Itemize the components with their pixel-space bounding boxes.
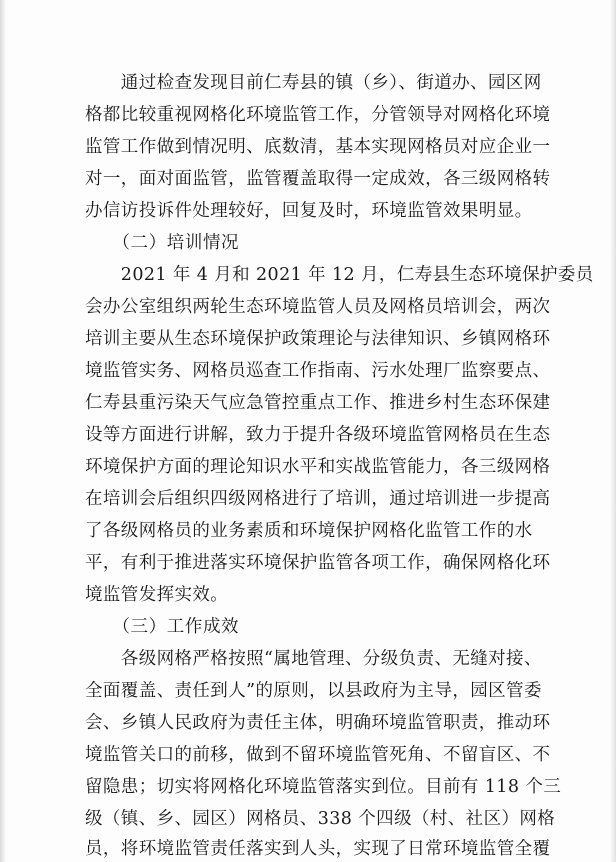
text-line: 监管工作做到情况明、底数清，基本实现网格员对应企业一	[85, 137, 551, 157]
text-line: 员，将环境监管责任落实到人头，实现了日常环境监管全覆	[85, 839, 551, 859]
text-line: 了各级网格员的业务素质和环境保护网格化监管工作的水	[85, 521, 533, 541]
text-line: 平，有利于推进落实环境保护监管各项工作，确保网格化环	[85, 553, 551, 573]
section-heading: （三）工作成效	[85, 617, 240, 637]
page-edge-right	[610, 0, 616, 862]
text-line: 全面覆盖、责任到人”的原则，以县政府为主导，园区管委	[85, 681, 542, 701]
text-line: 2021 年 4 月和 2021 年 12 月，仁寿县生态环境保护委员	[85, 265, 594, 285]
text-line: 留隐患；切实将网格化环境监管落实到位。目前有 118 个三	[85, 777, 562, 797]
text-line: 各级网格严格按照“属地管理、分级负责、无缝对接、	[85, 649, 542, 669]
text-line: 会办公室组织两轮生态环境监管人员及网格员培训会，两次	[85, 297, 551, 317]
text-line: 培训主要从生态环境保护政策理论与法律知识、乡镇网格环	[85, 329, 551, 349]
text-line: 格都比较重视网格化环境监管工作，分管领导对网格化环境	[85, 105, 551, 125]
text-line: 境监管实务、网格员巡查工作指南、污水处理厂监察要点、	[85, 361, 551, 381]
text-line: 境监管发挥实效。	[85, 585, 229, 605]
text-line: 办信访投诉件处理较好，回复及时，环境监管效果明显。	[85, 201, 533, 221]
section-heading: （二）培训情况	[85, 233, 240, 253]
text-line: 通过检查发现目前仁寿县的镇（乡）、街道办、园区网	[85, 73, 542, 93]
text-line: 级（镇、乡、园区）网格员、338 个四级（村、社区）网格	[85, 809, 556, 829]
text-line: 境监管关口的前移，做到不留环境监管死角、不留盲区、不	[85, 745, 551, 765]
text-line: 设等方面进行讲解，致力于提升各级环境监管网格员在生态	[85, 425, 551, 445]
text-line: 在培训会后组织四级网格进行了培训，通过培训进一步提高	[85, 489, 551, 509]
text-line: 仁寿县重污染天气应急管控重点工作、推进乡村生态环保建	[85, 393, 551, 413]
page-edge-left	[0, 0, 6, 862]
text-line: 环境保护方面的理论知识水平和实战监管能力，各三级网格	[85, 457, 551, 477]
text-line: 对一，面对面监管，监管覆盖取得一定成效，各三级网格转	[85, 169, 551, 189]
text-line: 会、乡镇人民政府为责任主体，明确环境监管职责，推动环	[85, 713, 551, 733]
